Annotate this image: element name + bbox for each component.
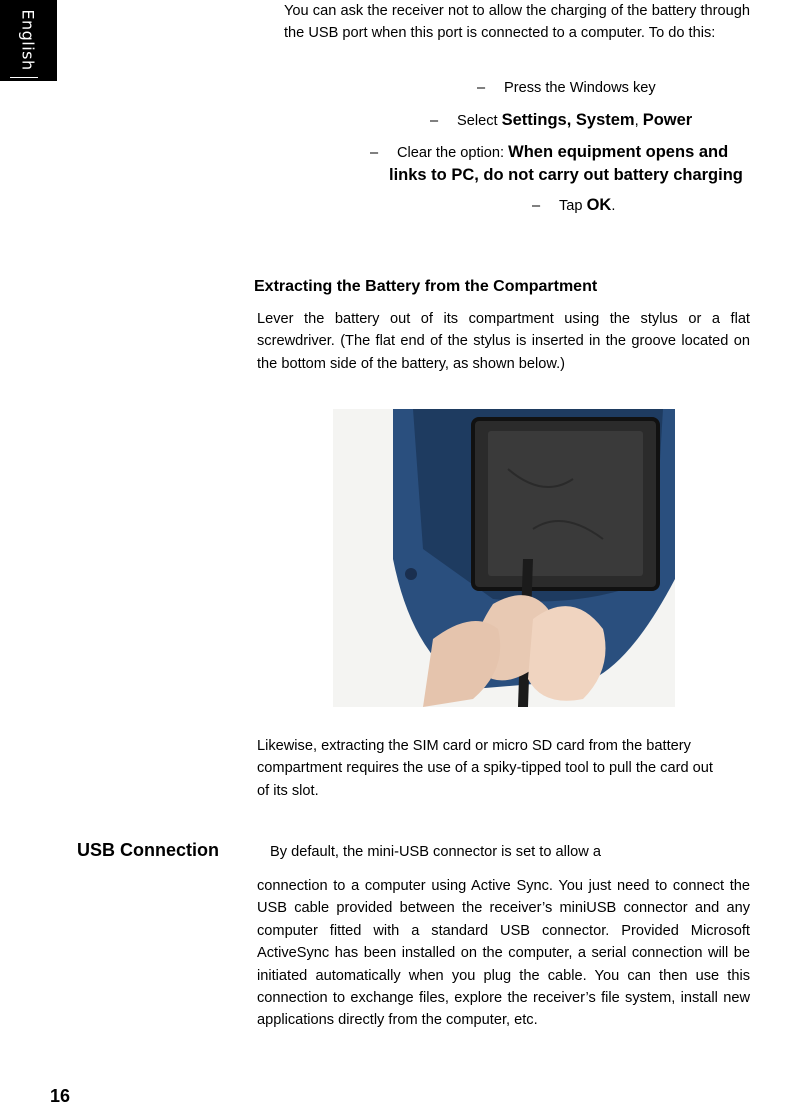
language-tab [0,0,57,81]
usb-heading: USB Connection [77,840,219,860]
usb-first-line: By default, the mini-USB connector is set to allow a [270,844,601,860]
tab-underline [10,77,38,78]
step-dash: – [370,145,379,161]
step-ok: OK [586,196,612,214]
step-power: Power [642,111,693,129]
step-prefix: Select [457,113,502,129]
page-number: 16 [50,1086,71,1106]
battery-extraction-photo [333,409,675,707]
step-dash: – [477,80,486,96]
usb-paragraph: connection to a computer using Active Sync. You just need to connect the USB cable provided between the receiver’s miniUSB connector and any computer fitted with a standard USB connector. Provided Microsoft ActiveSync has been installed on the computer, a serial connection will be initiated automatically when you plug the cable. You can then use this connection to exchange files, explore the receiver’s file system, install new applications directly from the computer, etc. [257,878,750,1029]
step-select-settings [430,111,692,130]
step-text: Press the Windows key [504,80,656,96]
step-settings-system: Settings, System [501,111,635,129]
step-tap-ok [532,196,615,215]
intro-paragraph: You can ask the receiver not to allow the charging of the battery through the USB port when this port is connected to a computer. To do this: [284,3,750,42]
device-screw [405,568,417,580]
language-tab-label: English [18,9,38,71]
step-clear-option-cont [389,166,743,185]
battery-paragraph: Lever the battery out of its compartment using the stylus or a flat screwdriver. (The flat end of the stylus is inserted in the groove located on the bottom side of the battery, as shown below.) [257,311,750,372]
step-suffix: . [611,198,616,214]
step-option-line1: When equipment opens and [508,143,729,161]
step-dash: – [532,198,541,214]
battery [488,431,643,576]
step-prefix: Tap [559,198,587,214]
step-option-line2: links to PC, do not carry out battery charging [389,166,743,184]
battery-heading: Extracting the Battery from the Compartment [254,278,598,295]
step-dash: – [430,113,439,129]
step-press-windows [477,80,656,96]
step-separator: , [634,113,643,129]
step-clear-option [370,143,728,162]
step-prefix: Clear the option: [397,145,509,161]
sim-card-paragraph: Likewise, extracting the SIM card or micro SD card from the battery compartment requires the use of a spiky-tipped tool to pull the card out of its slot. [257,738,713,799]
